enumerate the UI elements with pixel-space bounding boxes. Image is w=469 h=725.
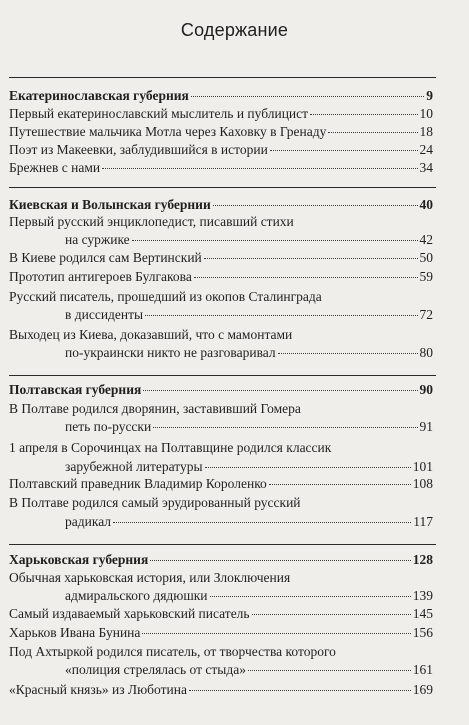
toc-entry-title-cont: адмиральского дядюшки (65, 588, 208, 603)
section-heading[interactable] (9, 87, 433, 104)
page-number: 90 (419, 382, 433, 397)
page-number: 9 (426, 88, 433, 103)
page-number: 50 (419, 250, 433, 265)
toc-entry-title: В Киеве родился сам Вертинский (9, 250, 202, 265)
toc-entry-line1[interactable] (9, 439, 433, 456)
page-number: 156 (412, 625, 433, 640)
dot-leader (252, 614, 411, 615)
toc-entry-line1[interactable] (9, 326, 433, 343)
page-number: 145 (412, 606, 433, 621)
page-number: 59 (419, 269, 433, 284)
toc-entry-line1[interactable] (9, 643, 433, 660)
page-number: 80 (419, 345, 433, 360)
toc-entry-title-cont: по-украински никто не разговаривал (65, 345, 276, 360)
section-divider (9, 375, 436, 376)
toc-entry[interactable] (9, 268, 433, 285)
dot-leader (145, 315, 417, 316)
page-number: 91 (419, 419, 433, 434)
toc-entry-title: Первый екатеринославский мыслитель и публицист (9, 106, 309, 121)
section-heading-title: Полтавская губерния (9, 382, 142, 397)
toc-entry-line2[interactable] (65, 306, 433, 323)
toc-entry-title: Самый издаваемый харьковский писатель (9, 606, 250, 621)
toc-entry[interactable] (9, 105, 433, 122)
page-number: 169 (412, 682, 433, 697)
page-number: 72 (419, 307, 433, 322)
page-number: 139 (412, 588, 433, 603)
dot-leader (213, 205, 418, 206)
toc-entry-title: «Красный князь» из Люботина (9, 682, 187, 697)
toc-entry-title-cont: петь по-русски (65, 419, 152, 434)
dot-leader (143, 390, 417, 391)
section-heading-title: Киевская и Волынская губернии (9, 197, 211, 212)
dot-leader (210, 596, 411, 597)
toc-entry-title: Поэт из Макеевки, заблудившийся в истории (9, 142, 268, 157)
toc-entry-title: Первый русский энциклопедист, писавший стихи (9, 214, 294, 229)
dot-leader (194, 277, 418, 278)
page-number: 24 (419, 142, 433, 157)
page-number: 108 (412, 476, 433, 491)
dot-leader (153, 427, 417, 428)
toc-entry-title: Путешествие мальчика Мотла через Каховку в Гренаду (9, 124, 327, 139)
dot-leader (191, 96, 424, 97)
toc-entry[interactable] (9, 681, 433, 698)
toc-entry-title: 1 апреля в Сорочинцах на Полтавщине родился классик (9, 440, 332, 455)
dot-leader (113, 522, 411, 523)
section-heading-title: Екатеринославская губерния (9, 88, 189, 103)
page-number: 128 (412, 552, 433, 567)
dot-leader (189, 690, 411, 691)
toc-entry-line1[interactable] (9, 494, 433, 511)
section-heading[interactable] (9, 381, 433, 398)
dot-leader (132, 240, 418, 241)
section-heading-title: Харьковская губерния (9, 552, 149, 567)
dot-leader (270, 150, 418, 151)
page-number: 34 (419, 160, 433, 175)
dot-leader (205, 467, 411, 468)
toc-entry-title: Полтавский праведник Владимир Короленко (9, 476, 267, 491)
dot-leader (102, 168, 417, 169)
toc-entry-title: В Полтаве родился самый эрудированный русский (9, 495, 301, 510)
dot-leader (248, 670, 411, 671)
toc-entry[interactable] (9, 141, 433, 158)
toc-entry-title: В Полтаве родился дворянин, заставивший Гомера (9, 401, 301, 416)
page-number: 161 (412, 662, 433, 677)
toc-entry-title-cont: в диссиденты (65, 307, 144, 322)
dot-leader (142, 633, 410, 634)
dot-leader (278, 353, 418, 354)
dot-leader (150, 560, 411, 561)
toc-entry-line2[interactable] (65, 418, 433, 435)
toc-entry-line2[interactable] (65, 231, 433, 248)
toc-entry-line1[interactable] (9, 569, 433, 586)
section-divider (9, 77, 436, 78)
dot-leader (328, 132, 417, 133)
toc-entry-line1[interactable] (9, 213, 433, 230)
toc-entry-line2[interactable] (65, 661, 433, 678)
toc-entry-title: Под Ахтыркой родился писатель, от творчества которого (9, 644, 336, 659)
toc-entry-line2[interactable] (65, 513, 433, 530)
toc-entry-title-cont: на суржике (65, 232, 130, 247)
toc-entry-title-cont: «полиция стрелялась от стыда» (65, 662, 246, 677)
toc-entry-title: Харьков Ивана Бунина (9, 625, 141, 640)
toc-entry-line2[interactable] (65, 344, 433, 361)
section-divider (9, 187, 436, 188)
section-divider (9, 544, 436, 545)
toc-entry-title: Выходец из Киева, доказавший, что с мамонтами (9, 327, 293, 342)
dot-leader (269, 484, 411, 485)
toc-entry-line2[interactable] (65, 587, 433, 604)
toc-entry-title: Прототип антигероев Булгакова (9, 269, 192, 284)
toc-entry-line2[interactable] (65, 458, 433, 475)
toc-entry[interactable] (9, 605, 433, 622)
toc-entry-title: Русский писатель, прошедший из окопов Сталинграда (9, 289, 322, 304)
toc-entry-title-cont: радикал (65, 514, 112, 529)
page-number: 10 (419, 106, 433, 121)
page-title: Содержание (180, 20, 289, 40)
page-number: 42 (419, 232, 433, 247)
page-number: 101 (412, 459, 433, 474)
section-heading[interactable] (9, 196, 433, 213)
toc-entry[interactable] (9, 475, 433, 492)
toc-entry-title: Обычная харьковская история, или Злоключения (9, 570, 291, 585)
toc-entry[interactable] (9, 624, 433, 641)
dot-leader (310, 114, 417, 115)
page-number: 117 (413, 514, 433, 529)
page-number: 18 (419, 124, 433, 139)
toc-entry-line1[interactable] (9, 288, 433, 305)
toc-entry[interactable] (9, 159, 433, 176)
toc-entry-title: Брежнев с нами (9, 160, 101, 175)
section-heading[interactable] (9, 551, 433, 568)
page-number: 40 (419, 197, 433, 212)
toc-entry[interactable] (9, 249, 433, 266)
toc-entry[interactable] (9, 123, 433, 140)
toc-entry-line1[interactable] (9, 400, 433, 417)
toc-entry-title-cont: зарубежной литературы (65, 459, 203, 474)
dot-leader (204, 258, 418, 259)
